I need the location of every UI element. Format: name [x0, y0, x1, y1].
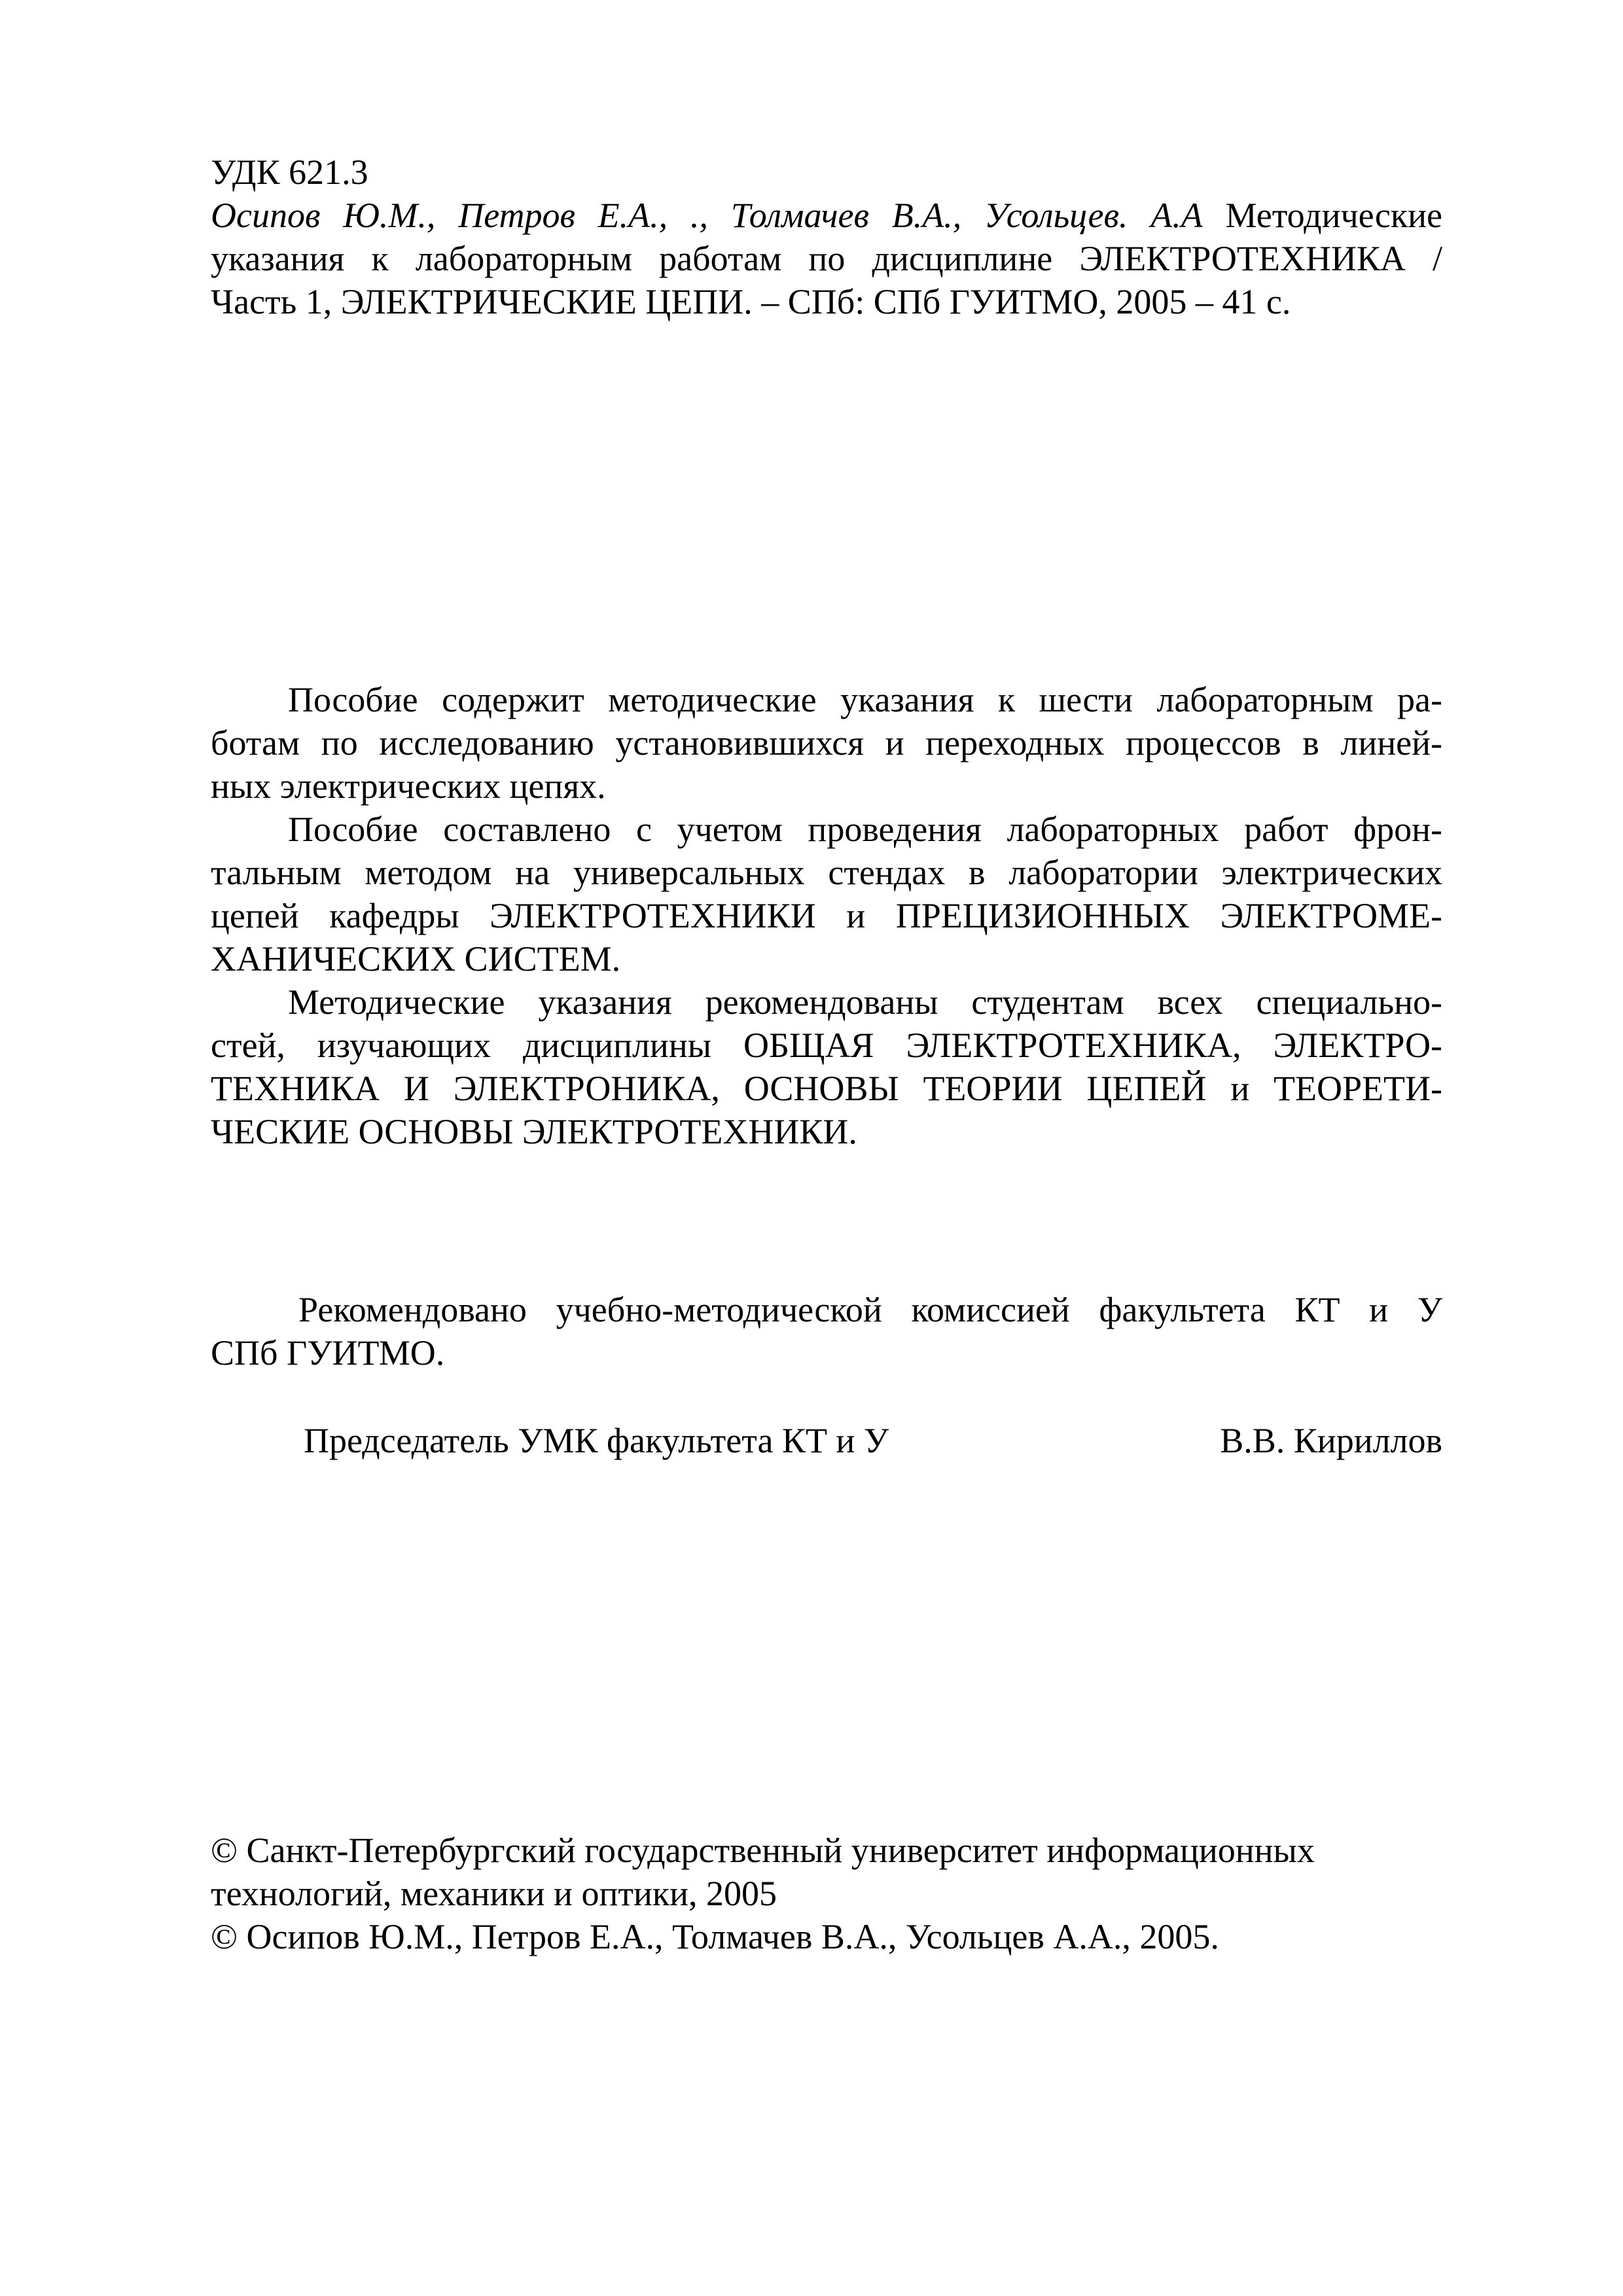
- authors: Осипов Ю.М., Петров Е.А., ., Толмачев В.А., Усольцев. А.А: [211, 196, 1203, 235]
- annotation-p3-line-2: стей, изучающих дисциплины ОБЩАЯ ЭЛЕКТРОТЕХНИКА, ЭЛЕКТРО-: [211, 1026, 1442, 1065]
- annotation: [211, 678, 1442, 1153]
- annotation-p2-line-1: Пособие составлено с учетом проведения лабораторных работ фрон-: [288, 810, 1442, 849]
- copyright-line-3: © Осипов Ю.М., Петров Е.А., Толмачев В.А., Усольцев А.А., 2005.: [211, 1917, 1219, 1956]
- signature-position: Председатель УМК факультета КТ и У: [304, 1421, 889, 1460]
- recommendation-line-1: Рекомендовано учебно-методической комиссией факультета КТ и У: [298, 1290, 1442, 1329]
- copyright-line-1: © Санкт-Петербургский государственный университет информационных: [211, 1831, 1315, 1870]
- signature-row: [304, 1419, 1442, 1462]
- annotation-p2-line-4: ХАНИЧЕСКИХ СИСТЕМ.: [211, 939, 621, 978]
- bibliography-line-2: указания к лабораторным работам по дисциплине ЭЛЕКТРОТЕХНИКА /: [211, 239, 1442, 278]
- bibliographic-record: [211, 151, 1442, 323]
- annotation-p1-line-2: ботам по исследованию установившихся и переходных процессов в линей-: [211, 723, 1442, 762]
- copyright-line-2: технологий, механики и оптики, 2005: [211, 1874, 777, 1913]
- annotation-p1-line-3: ных электрических цепях.: [211, 766, 606, 806]
- annotation-p3-line-4: ЧЕСКИЕ ОСНОВЫ ЭЛЕКТРОТЕХНИКИ.: [211, 1112, 857, 1151]
- annotation-p3-line-3: ТЕХНИКА И ЭЛЕКТРОНИКА, ОСНОВЫ ТЕОРИИ ЦЕПЕЙ и ТЕОРЕТИ-: [211, 1069, 1442, 1108]
- annotation-p2-line-2: тальным методом на универсальных стендах в лаборатории электрических: [211, 853, 1442, 892]
- signature-name: В.В. Кириллов: [1220, 1421, 1442, 1460]
- udk-code: УДК 621.3: [211, 152, 368, 192]
- copyright-block: [211, 1829, 1442, 1958]
- recommendation-line-2: СПб ГУИТМО.: [211, 1333, 445, 1372]
- bibliography-title-start: Методические: [1202, 196, 1443, 235]
- annotation-p1-line-1: Пособие содержит методические указания к шести лабораторным ра-: [288, 680, 1442, 719]
- annotation-p3-line-1: Методические указания рекомендованы студентам всех специально-: [288, 982, 1442, 1022]
- recommendation: [211, 1288, 1442, 1374]
- bibliography-line-3: Часть 1, ЭЛЕКТРИЧЕСКИЕ ЦЕПИ. – СПб: СПб ГУИТМО, 2005 – 41 с.: [211, 282, 1291, 321]
- annotation-p2-line-3: цепей кафедры ЭЛЕКТРОТЕХНИКИ и ПРЕЦИЗИОННЫХ ЭЛЕКТРОМЕ-: [211, 896, 1442, 935]
- bibliography-line-1: [211, 194, 1442, 237]
